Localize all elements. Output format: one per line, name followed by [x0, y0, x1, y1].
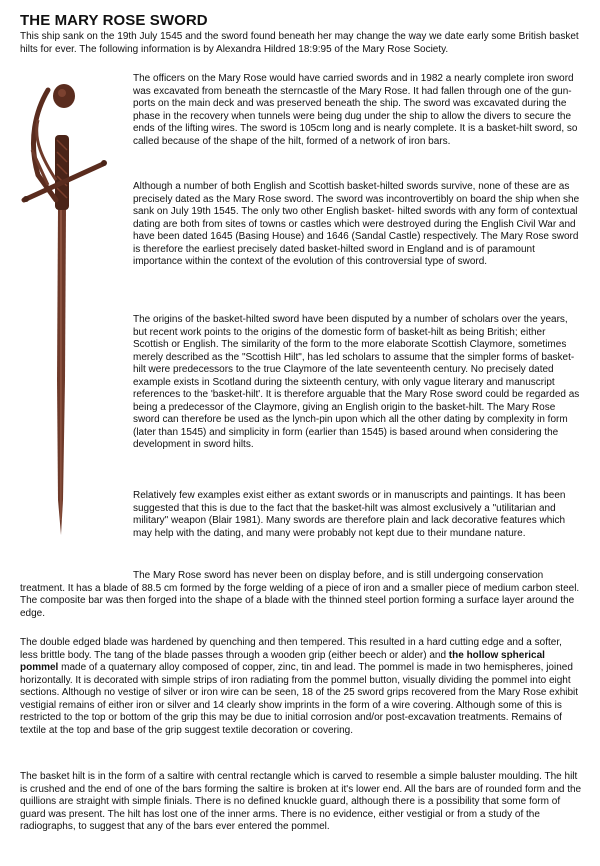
paragraph-7: The basket hilt is in the form of a saltire with central rectangle which is carved to resemble a simple baluster moulding. The hilt is crushed and the end of one of the bars forming the saltire is broken at it's lower end. All the bars are of rounded form and the quillions are straight with simple finials. There is no defined knuckle guard, although there is a possibility that some form of guard was present. The hilt has lost one of the inner arms. There is no evidence, either vestigial or from a study of the radiographs, to suggest that any of the bars ever entered the pommel. — [20, 771, 582, 832]
paragraph-1: The officers on the Mary Rose would have carried swords and in 1982 a nearly complete iron sword was excavated from beneath the sterncastle of the Mary Rose. It had fallen through one of the gun-ports on the main deck and was preserved beneath the ship. The sword was excavated during the phase in the recovery when tunnels were being dug under the ship to allow the divers to secure the ends of the lifting wires. The sword is 105cm long and is nearly complete. It is a basket-hilt sword, so called because of the shape of the hilt, formed of a network of iron bars. — [133, 73, 578, 147]
paragraph-6-part-1: The double edged blade was hardened by quenching and then tempered. This resulted in a hard cutting edge and a softer, less brittle body. The tang of the blade passes through a wooden grip (either beech or alder) and — [20, 637, 562, 661]
paragraph-4: Relatively few examples exist either as extant swords or in manuscripts and paintings. It has been suggested that this is due to the fact that the basket-hilt was almost exclusively a "utilitarian and military" weapon (Blair 1981). Many swords are therefore plain and lack decorative features which may help with the dating, and many were probably not kept due to their mundane nature. — [133, 490, 566, 539]
sword-photo — [18, 80, 118, 540]
pommel-emphasis: the hollow spherical pommel — [20, 649, 545, 673]
paragraph-3: The origins of the basket-hilted sword have been disputed by a number of scholars over the years, but recent work points to the origins of the domestic form of basket-hilt as being British; either Scottish or English. The similarity of the form to the more elaborate Scottish Claymore, sometimes merely described as the "Scottish Hilt", has led scholars to assume that the simpler forms of basket-hilt were predecessors to the true Claymore of the late seventeenth century. No precisely dated example exists in Scotland during the sixteenth century, with only vague literary and manuscript references to the 'basket-hilt'. It is therefore arguable that the Mary Rose sword could be regarded as being a predecessor of the Claymore, giving an English origin to the basket-hilt. The Mary Rose sword can therefore be used as the lynch-pin upon which all the other dating by complexity in form (later than 1545) and simplicity in form (earlier than 1545) is based around when considering the development in sword hilts. — [133, 314, 580, 450]
paragraph-2: Although a number of both English and Scottish basket-hilted swords survive, none of these are as precisely dated as the Mary Rose sword. The sword was incontrovertibly on board the ship when she sank on July 19th 1545. The only two other English basket- hilted swords with any form of contextual dating are both from sites of towns or castles which were destroyed during the English Civil War and have been dated 1645 (Basing House) and 1646 (Sandal Castle) respectively. The Mary Rose sword is therefore the earliest precisely dated basket-hilted sword in England and is of paramount importance within the context of the evolution of this controversial type of sword. — [133, 181, 580, 267]
paragraph-5: The Mary Rose sword has never been on display before, and is still undergoing conservation treatment. It has a blade of 88.5 cm formed by the forge welding of a piece of iron and a smaller piece of medium carbon steel. The composite bar was then forged into the shape of a blade with the thinned steel portion forming a surface layer around the edge. — [20, 570, 580, 619]
page-title: THE MARY ROSE SWORD — [20, 12, 208, 29]
paragraph-6 — [20, 637, 582, 737]
intro-paragraph: This ship sank on the 19th July 1545 and the sword found beneath her may change the way we date early some British basket hilts for ever. The following information is by Alexandra Hildred 18:9:95 of the Mary Rose Society. — [20, 31, 579, 55]
paragraph-6-part-2: made of a quaternary alloy composed of copper, zinc, tin and lead. The pommel is made in two hemispheres, joined horizontally. It is decorated with simple strips of iron radiating from the pommel button, visually dividing the pommel into eight sections. Although no vestige of silver or iron wire can be seen, 18 of the 25 sword grips recovered from the Mary Rose exhibit vestigial remains of either iron or silver and 14 clearly show imprints in the form of a wire covering. Although some of this is restricted to the top or bottom of the grip this may be due to initial corrosion and/or post-excavation treatments. Remains of textile at the top and base of the grip suggest textile decoration or covering. — [20, 662, 579, 736]
